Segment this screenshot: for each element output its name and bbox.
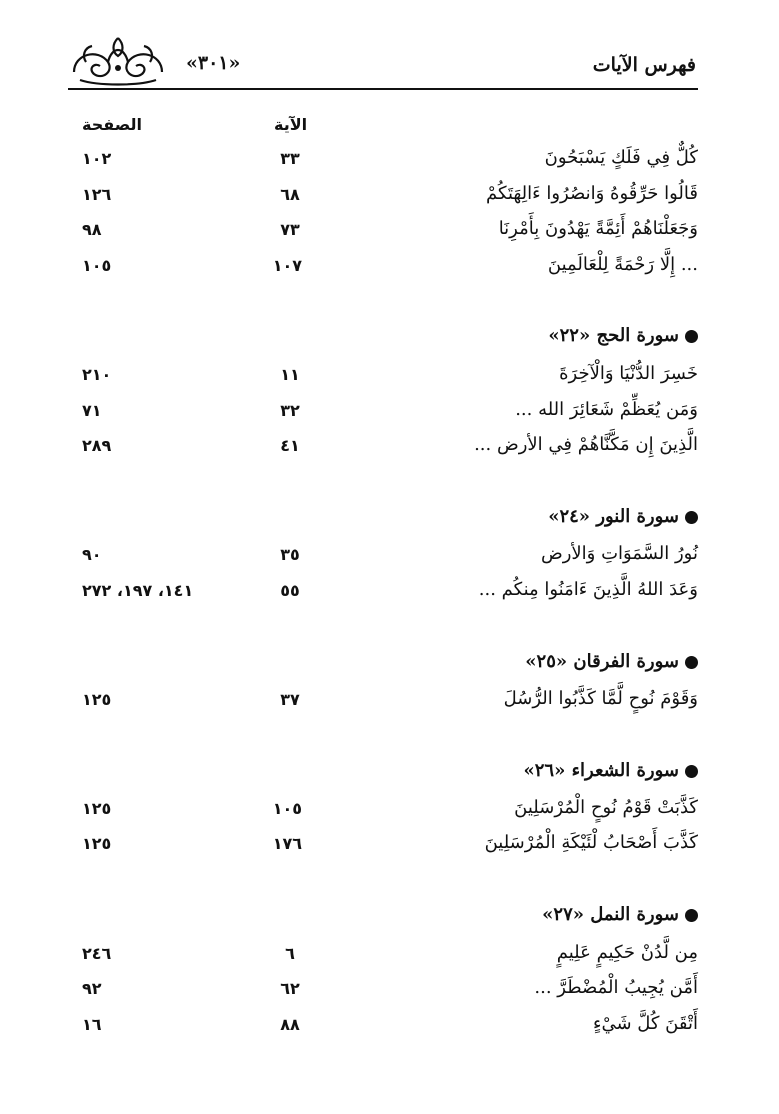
verse-text: قَالُوا حَرِّقُوهُ وَانصُرُوا ءَالِهَتَكُمْ [486,183,698,204]
page-reference: ٩٠ [82,545,102,564]
header-divider [68,88,698,90]
index-row [68,183,698,213]
verse-number: ١١ [280,365,300,384]
page-number: «٣٠١» [186,52,241,74]
column-header-page: الصفحة [82,115,143,134]
index-row [68,218,698,248]
index-row [68,977,698,1007]
index-row [68,147,698,177]
verse-number: ٤١ [280,436,300,455]
page-reference: ٩٢ [82,979,102,998]
verse-number: ٣٧ [280,690,300,709]
section-title-an-nur: سورة النور «٢٤» [548,506,698,527]
verse-text: كَذَّبَتْ قَوْمُ نُوحٍ الْمُرْسَلِينَ [514,797,698,818]
verse-text: كَذَّبَ أَصْحَابُ لْئَيْكَةِ الْمُرْسَلِينَ [484,832,698,853]
index-row [68,543,698,573]
page-reference: ٢٨٩ [82,436,112,455]
section-title-al-furqan: سورة الفرقان «٢٥» [525,651,698,672]
verse-number: ١٠٧ [272,256,302,275]
verse-number: ٦٨ [280,185,300,204]
verse-number: ٦٢ [280,979,300,998]
index-row [68,688,698,718]
verse-text: كُلٌّ فِي فَلَكٍ يَسْبَحُونَ [544,147,698,168]
index-row [68,399,698,429]
page-reference: ٢١٠ [82,365,112,384]
verse-number: ٦ [285,944,295,963]
index-row [68,797,698,827]
verse-number: ٣٣ [280,149,300,168]
page-title: فهرس الآيات [592,54,696,76]
page-reference: ١٢٦ [82,185,112,204]
index-row [68,942,698,972]
verse-text: أَمَّن يُجِيبُ الْمُضْطَرَّ ... [534,977,698,998]
verse-text: وَجَعَلْنَاهُمْ أَئِمَّةً يَهْدُونَ بِأَمْرِنَا [498,218,698,239]
verse-text: مِن لَّدُنْ حَكِيمٍ عَلِيمٍ [556,942,698,963]
section-title-al-hajj: سورة الحج «٢٢» [548,325,698,346]
page-header [68,32,696,92]
verse-number: ٨٨ [280,1015,300,1034]
verse-number: ٣٢ [280,401,300,420]
bullet-icon [685,330,698,343]
index-row [68,832,698,862]
page-reference: ١٦ [82,1015,102,1034]
page-reference: ١٢٥ [82,690,112,709]
bullet-icon [685,765,698,778]
verse-text: وَعَدَ اللهُ الَّذِينَ ءَامَنُوا مِنكُم ... [478,579,698,600]
section-title-ash-shuara: سورة الشعراء «٢٦» [523,760,698,781]
page-reference: ١٠٥ [82,256,112,275]
bullet-icon [685,656,698,669]
verse-number: ٥٥ [280,581,300,600]
verse-number: ١٠٥ [272,799,302,818]
page-reference: ١٢٥ [82,834,112,853]
index-row [68,1013,698,1043]
index-row [68,254,698,284]
section-title-an-naml: سورة النمل «٢٧» [542,904,698,925]
page-reference: ١٤١، ١٩٧، ٢٧٢ [82,581,194,600]
decorative-ornament-icon [68,32,168,88]
verse-number: ١٧٦ [272,834,302,853]
index-row [68,434,698,464]
page-reference: ١٠٢ [82,149,112,168]
page-reference: ١٢٥ [82,799,112,818]
verse-text: أَتْقَنَ كُلَّ شَيْءٍ [592,1013,698,1034]
verse-text: وَقَوْمَ نُوحٍ لَّمَّا كَذَّبُوا الرُّسُلَ [503,688,698,709]
column-header-verse: الآية [274,115,308,134]
verse-text: خَسِرَ الدُّنْيَا وَالْآخِرَةَ [559,363,698,384]
verse-number: ٧٣ [280,220,300,239]
page-reference: ٢٤٦ [82,944,112,963]
verse-text: وَمَن يُعَظِّمْ شَعَائِرَ الله ... [515,399,698,420]
index-row [68,363,698,393]
verse-text: نُورُ السَّمَوَاتِ وَالأرض [540,543,698,564]
verse-text: ... إِلَّا رَحْمَةً لِلْعَالَمِينَ [547,254,698,275]
bullet-icon [685,511,698,524]
verse-number: ٣٥ [280,545,300,564]
page-reference: ٩٨ [82,220,102,239]
bullet-icon [685,909,698,922]
index-row [68,579,698,609]
verse-text: الَّذِينَ إِن مَكَّنَّاهُمْ فِي الأرض ... [474,434,698,455]
page-reference: ٧١ [82,401,102,420]
